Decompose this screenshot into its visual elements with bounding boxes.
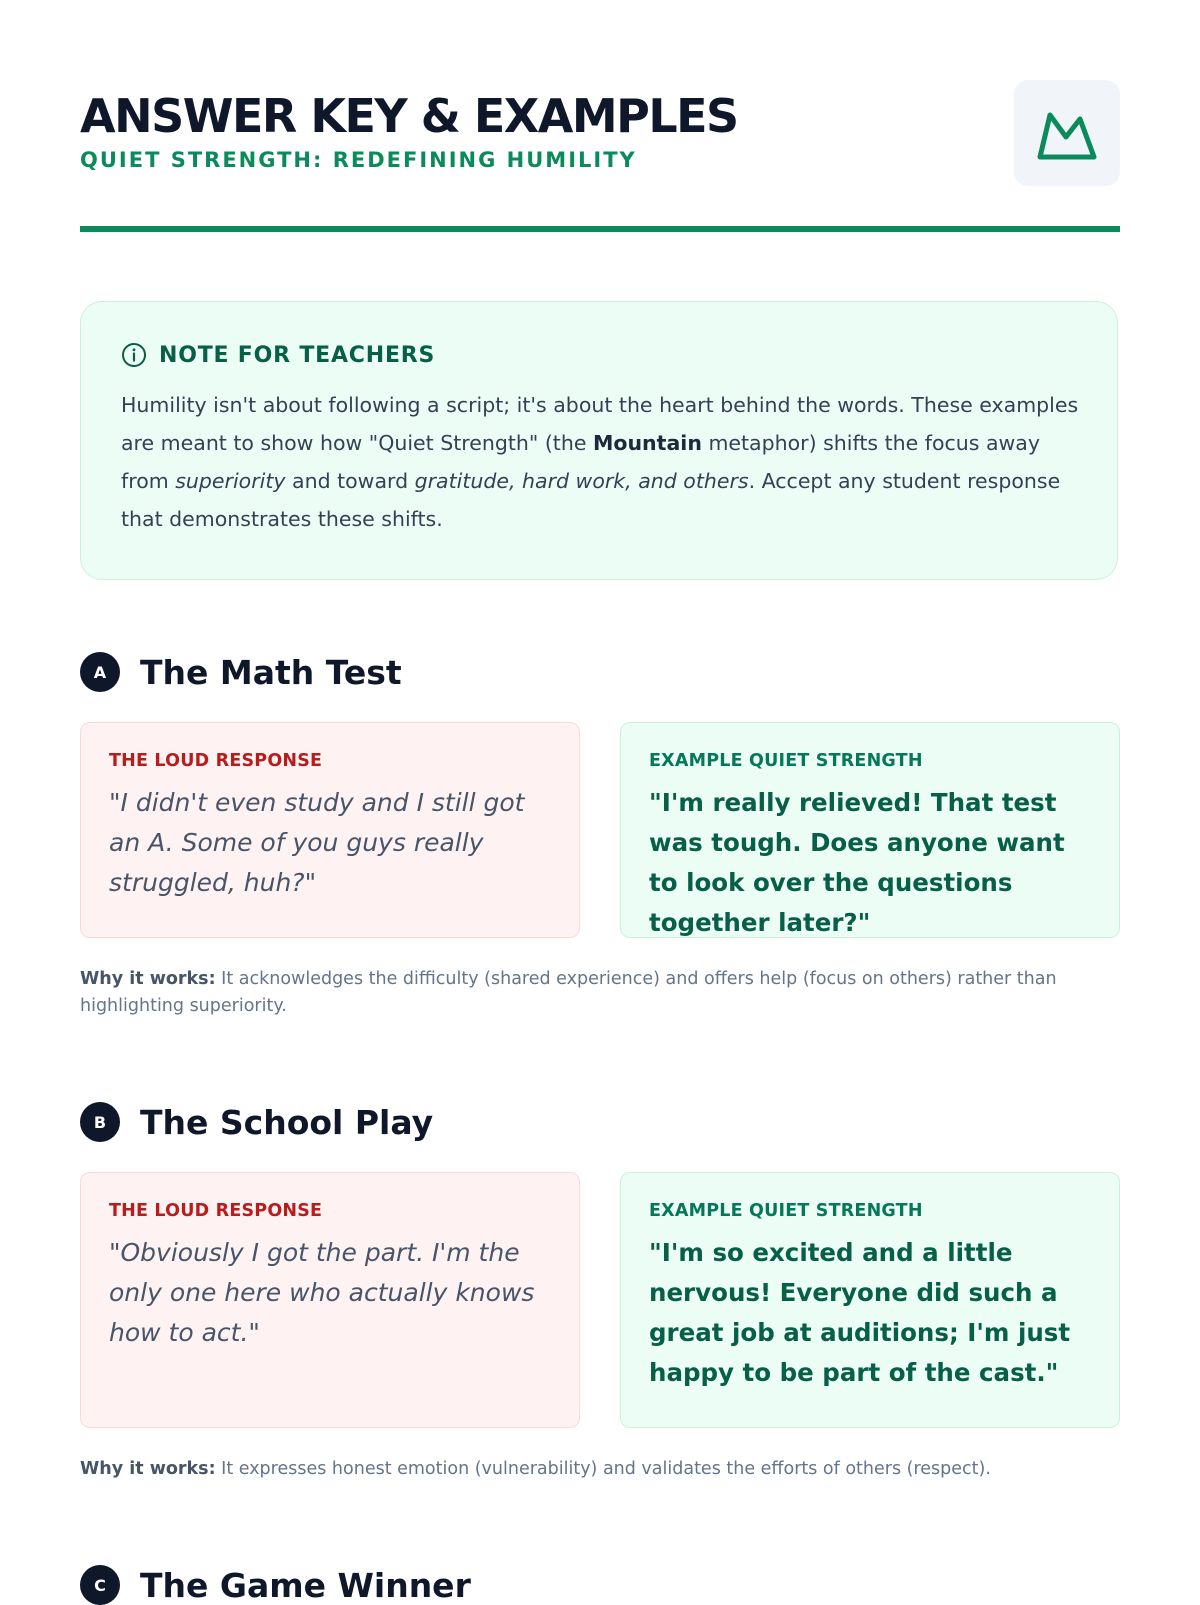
page-title: ANSWER KEY & EXAMPLES <box>80 89 738 143</box>
teacher-note-title: NOTE FOR TEACHERS <box>159 342 436 368</box>
note-text: and toward <box>285 469 415 493</box>
why-text: It expresses honest emotion (vulnerability) and validates the efforts of others (respect). <box>215 1459 991 1479</box>
page-subtitle: QUIET STRENGTH: REDEFINING HUMILITY <box>80 148 637 172</box>
loud-response-label: THE LOUD RESPONSE <box>109 1201 323 1221</box>
section-title: The Math Test <box>140 652 402 692</box>
teacher-note-body <box>121 386 1081 538</box>
loud-response-label: THE LOUD RESPONSE <box>109 751 323 771</box>
why-text: It acknowledges the difficulty (shared experience) and offers help (focus on others) rather than highlighting superiority. <box>80 969 1057 1016</box>
mountain-icon <box>1036 105 1098 161</box>
loud-response-card <box>80 1172 580 1428</box>
section-letter-badge: B <box>80 1102 120 1142</box>
quiet-strength-label: EXAMPLE QUIET STRENGTH <box>649 751 923 771</box>
why-label: Why it works: <box>80 969 216 989</box>
quiet-strength-text: "I'm really relieved! That test was tough. Does anyone want to look over the questions together later?" <box>649 788 1065 937</box>
loud-response-text: "I didn't even study and I still got an A. Some of you guys really struggled, huh?" <box>109 788 525 897</box>
section-title: The School Play <box>140 1102 434 1142</box>
quiet-strength-label: EXAMPLE QUIET STRENGTH <box>649 1201 923 1221</box>
quiet-strength-card <box>620 722 1120 938</box>
logo-badge <box>1014 80 1120 186</box>
why-it-works <box>80 966 1120 1020</box>
header-divider <box>80 226 1120 232</box>
quiet-strength-text: "I'm so excited and a little nervous! Everyone did such a great job at auditions; I'm just happy to be part of the cast." <box>649 1238 1071 1387</box>
teacher-note <box>80 301 1118 580</box>
why-label: Why it works: <box>80 1459 216 1479</box>
loud-response-card <box>80 722 580 938</box>
section-title: The Game Winner <box>140 1565 471 1605</box>
note-emphasis: gratitude, hard work, and others <box>414 469 749 493</box>
teacher-note-header <box>121 342 435 368</box>
section-header <box>80 1102 433 1142</box>
section-header <box>80 652 402 692</box>
section-letter-badge: A <box>80 652 120 692</box>
note-emphasis: superiority <box>175 469 286 493</box>
quiet-strength-card <box>620 1172 1120 1428</box>
info-icon <box>121 342 147 368</box>
why-it-works <box>80 1456 1120 1483</box>
note-text: metaphor) shifts the focus away from <box>121 431 1040 493</box>
section-letter-badge: C <box>80 1565 120 1605</box>
page-header <box>80 0 1120 233</box>
answer-key-page <box>80 0 1120 1605</box>
note-text: Humility isn't about following a script; it's about the heart behind the words. These examples are meant to show how "Quiet Strength" (the <box>121 393 1079 455</box>
note-emphasis: Mountain <box>592 431 702 455</box>
note-text: . Accept any student response that demonstrates these shifts. <box>121 469 1061 531</box>
section-header <box>80 1565 471 1605</box>
loud-response-text: "Obviously I got the part. I'm the only one here who actually knows how to act." <box>109 1238 535 1347</box>
